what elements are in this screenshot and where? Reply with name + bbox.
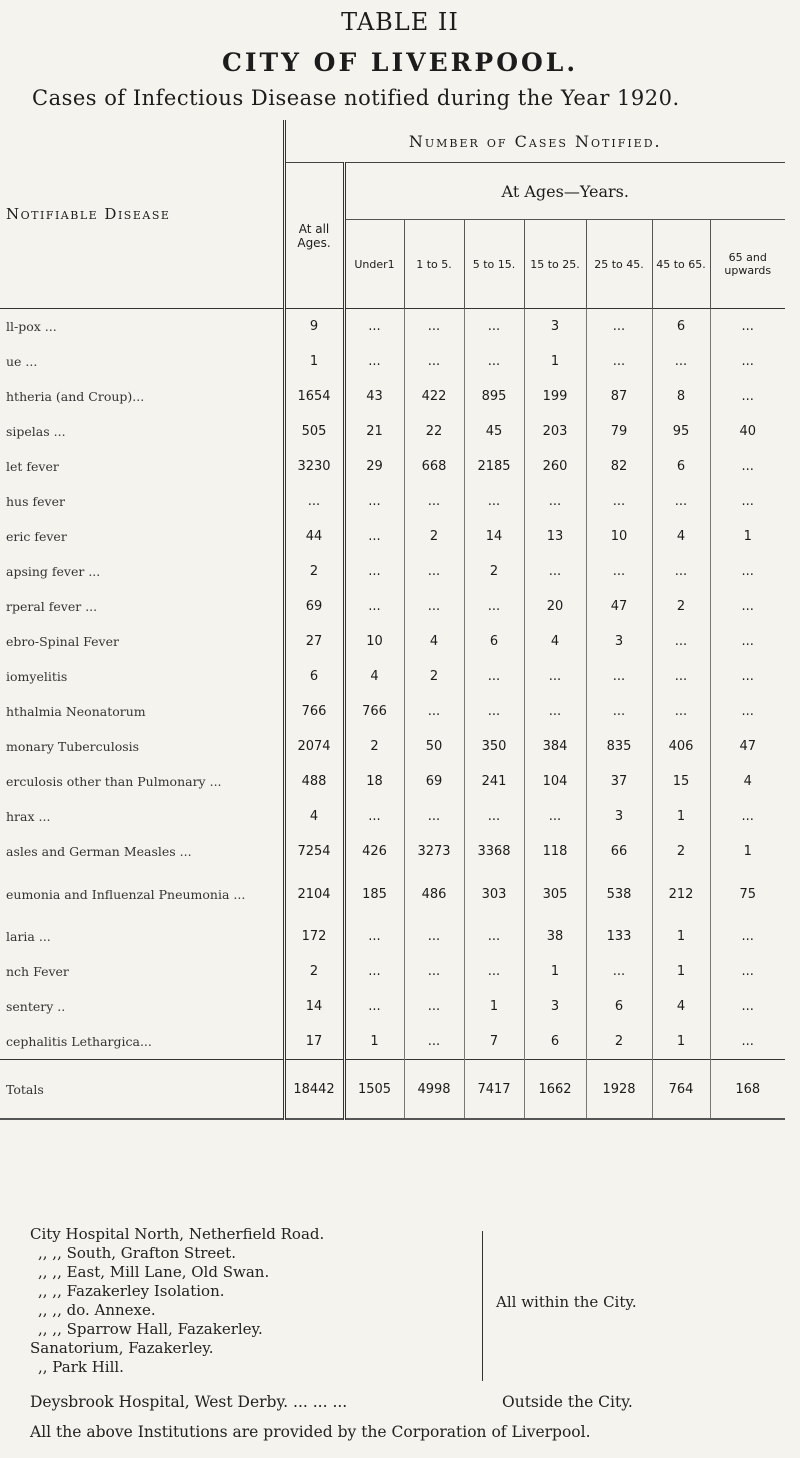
- age-group-count: 79: [586, 414, 652, 449]
- age-group-count: 384: [524, 729, 586, 764]
- table-row: [0, 519, 785, 554]
- all-ages-count: 7254: [284, 834, 344, 869]
- age-group-count: 4: [524, 624, 586, 659]
- age-group-count: 538: [586, 869, 652, 919]
- all-ages-count: 2074: [284, 729, 344, 764]
- age-group-count: 764: [652, 1060, 710, 1120]
- age-group-count: ...: [586, 954, 652, 989]
- age-group-header: 65 and upwards: [724, 251, 772, 277]
- table-row: [0, 344, 785, 379]
- age-group-header: 5 to 15.: [464, 220, 524, 309]
- disease-name: hthalmia Neonatorum: [0, 694, 284, 729]
- age-group-header: 1 to 5.: [404, 220, 464, 309]
- age-group-count: 1: [464, 989, 524, 1024]
- table-row: [0, 764, 785, 799]
- table-number: TABLE II: [341, 8, 459, 36]
- table-row: [0, 834, 785, 869]
- age-group-count: 2: [652, 589, 710, 624]
- disease-name: apsing fever ...: [0, 554, 284, 589]
- age-group-count: 47: [739, 739, 757, 754]
- age-group-count: 7: [464, 1024, 524, 1060]
- age-group-count: 3: [586, 624, 652, 659]
- age-group-count: 168: [710, 1060, 785, 1120]
- all-ages-count: 2104: [284, 869, 344, 919]
- age-group-count: 406: [652, 729, 710, 764]
- age-group-count: ...: [344, 589, 404, 624]
- all-ages-count: 44: [284, 519, 344, 554]
- age-group-count: ...: [344, 554, 404, 589]
- age-group-count: ...: [524, 659, 586, 694]
- age-group-count: 69: [404, 764, 464, 799]
- age-group-count: 895: [464, 379, 524, 414]
- disease-name: iomyelitis: [0, 659, 284, 694]
- age-group-count: ...: [344, 799, 404, 834]
- age-group-count: ...: [404, 799, 464, 834]
- age-group-count: 1: [524, 954, 586, 989]
- age-group-count: 2: [344, 729, 404, 764]
- age-group-count: 2: [586, 1024, 652, 1060]
- age-group-count: ...: [586, 694, 652, 729]
- age-group-count: ...: [404, 694, 464, 729]
- age-group-count: 1: [652, 799, 710, 834]
- table-row: [0, 589, 785, 624]
- age-group-count: 1: [652, 1024, 710, 1060]
- all-ages-count: 9: [284, 309, 344, 345]
- within-city-note: All within the City.: [496, 1293, 637, 1311]
- table-row: [0, 624, 785, 659]
- disease-name: ebro-Spinal Fever: [0, 624, 284, 659]
- disease-name: sentery ..: [0, 989, 284, 1024]
- age-group-count: 1928: [586, 1060, 652, 1120]
- age-group-count: 6: [586, 989, 652, 1024]
- age-group-count: ...: [464, 954, 524, 989]
- age-group-count: ...: [524, 799, 586, 834]
- age-group-count: ...: [741, 964, 754, 979]
- table-row: [0, 954, 785, 989]
- institution-item: ,, ,, East, Mill Lane, Old Swan.: [38, 1263, 270, 1281]
- disease-name: asles and German Measles ...: [0, 834, 284, 869]
- age-group-header: 25 to 45.: [586, 220, 652, 309]
- age-group-count: 2: [404, 519, 464, 554]
- table-row: [0, 309, 785, 345]
- age-group-count: ...: [464, 919, 524, 954]
- age-group-count: ...: [464, 659, 524, 694]
- age-group-count: ...: [652, 694, 710, 729]
- age-group-count: ...: [344, 954, 404, 989]
- age-group-count: 203: [524, 414, 586, 449]
- age-group-count: 835: [586, 729, 652, 764]
- age-group-count: 38: [524, 919, 586, 954]
- all-ages-count: 505: [284, 414, 344, 449]
- age-group-count: 95: [652, 414, 710, 449]
- age-group-count: 3: [586, 799, 652, 834]
- age-group-count: ...: [524, 554, 586, 589]
- table-row: [0, 484, 785, 519]
- all-ages-count: 1: [284, 344, 344, 379]
- age-group-count: ...: [404, 344, 464, 379]
- age-group-count: ...: [586, 309, 652, 345]
- age-group-count: ...: [652, 624, 710, 659]
- age-group-count: ...: [741, 669, 754, 684]
- institution-item: City Hospital North, Netherfield Road.: [30, 1225, 325, 1243]
- age-group-count: 18: [344, 764, 404, 799]
- disease-name: rperal fever ...: [0, 589, 284, 624]
- age-group-count: ...: [741, 634, 754, 649]
- institution-item: ,, ,, Sparrow Hall, Fazakerley.: [38, 1320, 263, 1338]
- age-group-count: 766: [344, 694, 404, 729]
- age-group-count: ...: [404, 919, 464, 954]
- report-subtitle: Cases of Infectious Disease notified during the Year 1920.: [32, 86, 680, 110]
- age-group-count: 29: [344, 449, 404, 484]
- deysbrook-line: [30, 1393, 790, 1411]
- age-group-count: ...: [652, 554, 710, 589]
- age-group-count: 199: [524, 379, 586, 414]
- age-group-count: ...: [741, 389, 754, 404]
- disease-name: cephalitis Lethargica...: [0, 1024, 284, 1060]
- age-group-count: ...: [741, 999, 754, 1014]
- infectious-disease-table: [0, 120, 785, 1120]
- age-group-count: 15: [652, 764, 710, 799]
- disease-name: erculosis other than Pulmonary ...: [0, 764, 284, 799]
- age-group-count: ...: [586, 344, 652, 379]
- all-ages-count: 766: [284, 694, 344, 729]
- institution-item: ,, Park Hill.: [38, 1358, 124, 1376]
- age-group-count: 2: [464, 554, 524, 589]
- table-row: [0, 659, 785, 694]
- institution-item: ,, ,, Fazakerley Isolation.: [38, 1282, 225, 1300]
- number-of-cases-header: Number of Cases Notified.: [284, 120, 785, 163]
- disease-name: hus fever: [0, 484, 284, 519]
- age-group-count: ...: [464, 309, 524, 345]
- corporation-note: All the above Institutions are provided by the Corporation of Liverpool.: [30, 1423, 591, 1441]
- age-group-header: Under1: [344, 220, 404, 309]
- age-group-count: 66: [586, 834, 652, 869]
- age-group-count: ...: [741, 704, 754, 719]
- age-group-count: ...: [741, 929, 754, 944]
- table-row: [0, 379, 785, 414]
- disease-name: nch Fever: [0, 954, 284, 989]
- age-group-count: 7417: [464, 1060, 524, 1120]
- age-group-count: 1505: [344, 1060, 404, 1120]
- age-group-header: 45 to 65.: [652, 220, 710, 309]
- age-group-count: 3368: [464, 834, 524, 869]
- age-group-count: ...: [586, 659, 652, 694]
- age-group-count: ...: [464, 589, 524, 624]
- age-group-count: 4: [404, 624, 464, 659]
- age-group-count: 1: [743, 529, 752, 544]
- age-group-count: ...: [464, 344, 524, 379]
- all-ages-count: 4: [284, 799, 344, 834]
- disease-name: monary Tuberculosis: [0, 729, 284, 764]
- age-group-count: ...: [524, 694, 586, 729]
- all-ages-header: At all Ages.: [284, 163, 344, 309]
- age-group-count: 1: [652, 954, 710, 989]
- city-title: CITY OF LIVERPOOL.: [221, 48, 579, 77]
- age-group-count: 3: [524, 309, 586, 345]
- deysbrook-hospital: Deysbrook Hospital, West Derby. ... ... ...: [30, 1393, 348, 1411]
- table-row: [0, 554, 785, 589]
- all-ages-count: ...: [284, 484, 344, 519]
- age-group-count: ...: [404, 989, 464, 1024]
- all-ages-count: 2: [284, 554, 344, 589]
- age-group-count: 22: [404, 414, 464, 449]
- age-group-count: 3: [524, 989, 586, 1024]
- age-group-count: 241: [464, 764, 524, 799]
- age-group-count: ...: [710, 309, 785, 345]
- age-group-count: 104: [524, 764, 586, 799]
- age-group-count: ...: [652, 344, 710, 379]
- table-row: [0, 1060, 785, 1120]
- age-group-count: 75: [739, 886, 757, 902]
- age-group-count: ...: [741, 459, 754, 474]
- disease-name: eric fever: [0, 519, 284, 554]
- age-group-count: 260: [524, 449, 586, 484]
- age-group-count: ...: [652, 484, 710, 519]
- table-row: [0, 694, 785, 729]
- age-group-count: 185: [344, 869, 404, 919]
- brace: [482, 1231, 495, 1381]
- age-group-count: 10: [586, 519, 652, 554]
- age-group-count: 10: [344, 624, 404, 659]
- all-ages-count: 1654: [284, 379, 344, 414]
- age-group-count: 212: [652, 869, 710, 919]
- table-row: [0, 989, 785, 1024]
- age-group-count: ...: [524, 484, 586, 519]
- age-group-count: 14: [464, 519, 524, 554]
- disease-name: laria ...: [0, 919, 284, 954]
- age-group-count: 350: [464, 729, 524, 764]
- age-group-count: 6: [652, 309, 710, 345]
- age-group-count: 2: [652, 834, 710, 869]
- age-group-count: 4: [743, 774, 752, 789]
- institution-item: ,, ,, South, Grafton Street.: [38, 1244, 236, 1262]
- age-group-count: 4998: [404, 1060, 464, 1120]
- age-group-count: 118: [524, 834, 586, 869]
- age-group-count: 40: [739, 424, 757, 439]
- age-group-count: ...: [652, 659, 710, 694]
- age-group-count: ...: [404, 554, 464, 589]
- age-group-count: 6: [464, 624, 524, 659]
- age-group-count: ...: [586, 484, 652, 519]
- age-group-count: 1: [344, 1024, 404, 1060]
- disease-name: hrax ...: [0, 799, 284, 834]
- all-ages-count: 69: [284, 589, 344, 624]
- age-group-count: 2: [404, 659, 464, 694]
- age-group-header: 15 to 25.: [524, 220, 586, 309]
- age-group-count: ...: [741, 354, 754, 369]
- age-group-count: 305: [524, 869, 586, 919]
- disease-name: ue ...: [0, 344, 284, 379]
- age-group-count: 2185: [464, 449, 524, 484]
- age-group-count: ...: [344, 344, 404, 379]
- table-row: [0, 799, 785, 834]
- table-row: [0, 449, 785, 484]
- all-ages-count: 18442: [284, 1060, 344, 1120]
- age-group-count: 426: [344, 834, 404, 869]
- age-group-count: 47: [586, 589, 652, 624]
- age-group-count: 37: [586, 764, 652, 799]
- age-group-count: 486: [404, 869, 464, 919]
- age-group-count: ...: [344, 519, 404, 554]
- age-group-count: ...: [404, 309, 464, 345]
- age-group-count: ...: [404, 484, 464, 519]
- age-group-count: ...: [586, 554, 652, 589]
- table-row: [0, 1024, 785, 1060]
- age-group-count: 422: [404, 379, 464, 414]
- age-group-count: 133: [586, 919, 652, 954]
- age-group-count: 8: [652, 379, 710, 414]
- institution-list: [30, 1225, 470, 1377]
- outside-city-note: Outside the City.: [502, 1393, 633, 1411]
- age-group-count: 668: [404, 449, 464, 484]
- disease-name: sipelas ...: [0, 414, 284, 449]
- age-group-count: ...: [344, 484, 404, 519]
- table-row: [0, 414, 785, 449]
- age-group-count: ...: [741, 809, 754, 824]
- disease-name: ll-pox ...: [0, 309, 284, 345]
- age-group-count: ...: [741, 494, 754, 509]
- at-ages-header: At Ages—Years.: [344, 163, 785, 220]
- age-group-count: ...: [404, 589, 464, 624]
- age-group-count: 1662: [524, 1060, 586, 1120]
- disease-name: let fever: [0, 449, 284, 484]
- age-group-count: 3273: [404, 834, 464, 869]
- age-group-count: 1: [743, 844, 752, 859]
- table-row: [0, 919, 785, 954]
- notifiable-disease-header: Notifiable Disease: [0, 120, 284, 309]
- age-group-count: ...: [741, 564, 754, 579]
- table-row: [0, 729, 785, 764]
- age-group-count: 21: [344, 414, 404, 449]
- age-group-count: ...: [741, 599, 754, 614]
- disease-name: htheria (and Croup)...: [0, 379, 284, 414]
- age-group-count: ...: [344, 309, 404, 345]
- all-ages-count: 6: [284, 659, 344, 694]
- age-group-count: 4: [652, 989, 710, 1024]
- age-group-count: 87: [586, 379, 652, 414]
- age-group-count: 6: [652, 449, 710, 484]
- age-group-count: ...: [344, 919, 404, 954]
- all-ages-count: 3230: [284, 449, 344, 484]
- age-group-count: 43: [344, 379, 404, 414]
- age-group-count: ...: [464, 799, 524, 834]
- age-group-count: 45: [464, 414, 524, 449]
- institution-item: ,, ,, do. Annexe.: [38, 1301, 156, 1319]
- age-group-count: 303: [464, 869, 524, 919]
- all-ages-count: 14: [284, 989, 344, 1024]
- age-group-count: 4: [652, 519, 710, 554]
- table-row: [0, 869, 785, 919]
- age-group-count: 50: [404, 729, 464, 764]
- age-group-count: 82: [586, 449, 652, 484]
- all-ages-count: 488: [284, 764, 344, 799]
- all-ages-count: 27: [284, 624, 344, 659]
- disease-name: eumonia and Influenzal Pneumonia ...: [0, 869, 284, 919]
- age-group-count: ...: [464, 484, 524, 519]
- institution-item: Sanatorium, Fazakerley.: [30, 1339, 214, 1357]
- age-group-count: 13: [524, 519, 586, 554]
- all-ages-count: 2: [284, 954, 344, 989]
- all-ages-count: 17: [284, 1024, 344, 1060]
- age-group-count: 1: [652, 919, 710, 954]
- age-group-count: 1: [524, 344, 586, 379]
- age-group-count: 4: [344, 659, 404, 694]
- age-group-count: ...: [404, 954, 464, 989]
- disease-name: Totals: [0, 1060, 284, 1120]
- age-group-count: ...: [464, 694, 524, 729]
- age-group-count: ...: [404, 1024, 464, 1060]
- age-group-count: 20: [524, 589, 586, 624]
- age-group-count: ...: [741, 1034, 754, 1049]
- age-group-count: ...: [344, 989, 404, 1024]
- age-group-count: 6: [524, 1024, 586, 1060]
- all-ages-count: 172: [284, 919, 344, 954]
